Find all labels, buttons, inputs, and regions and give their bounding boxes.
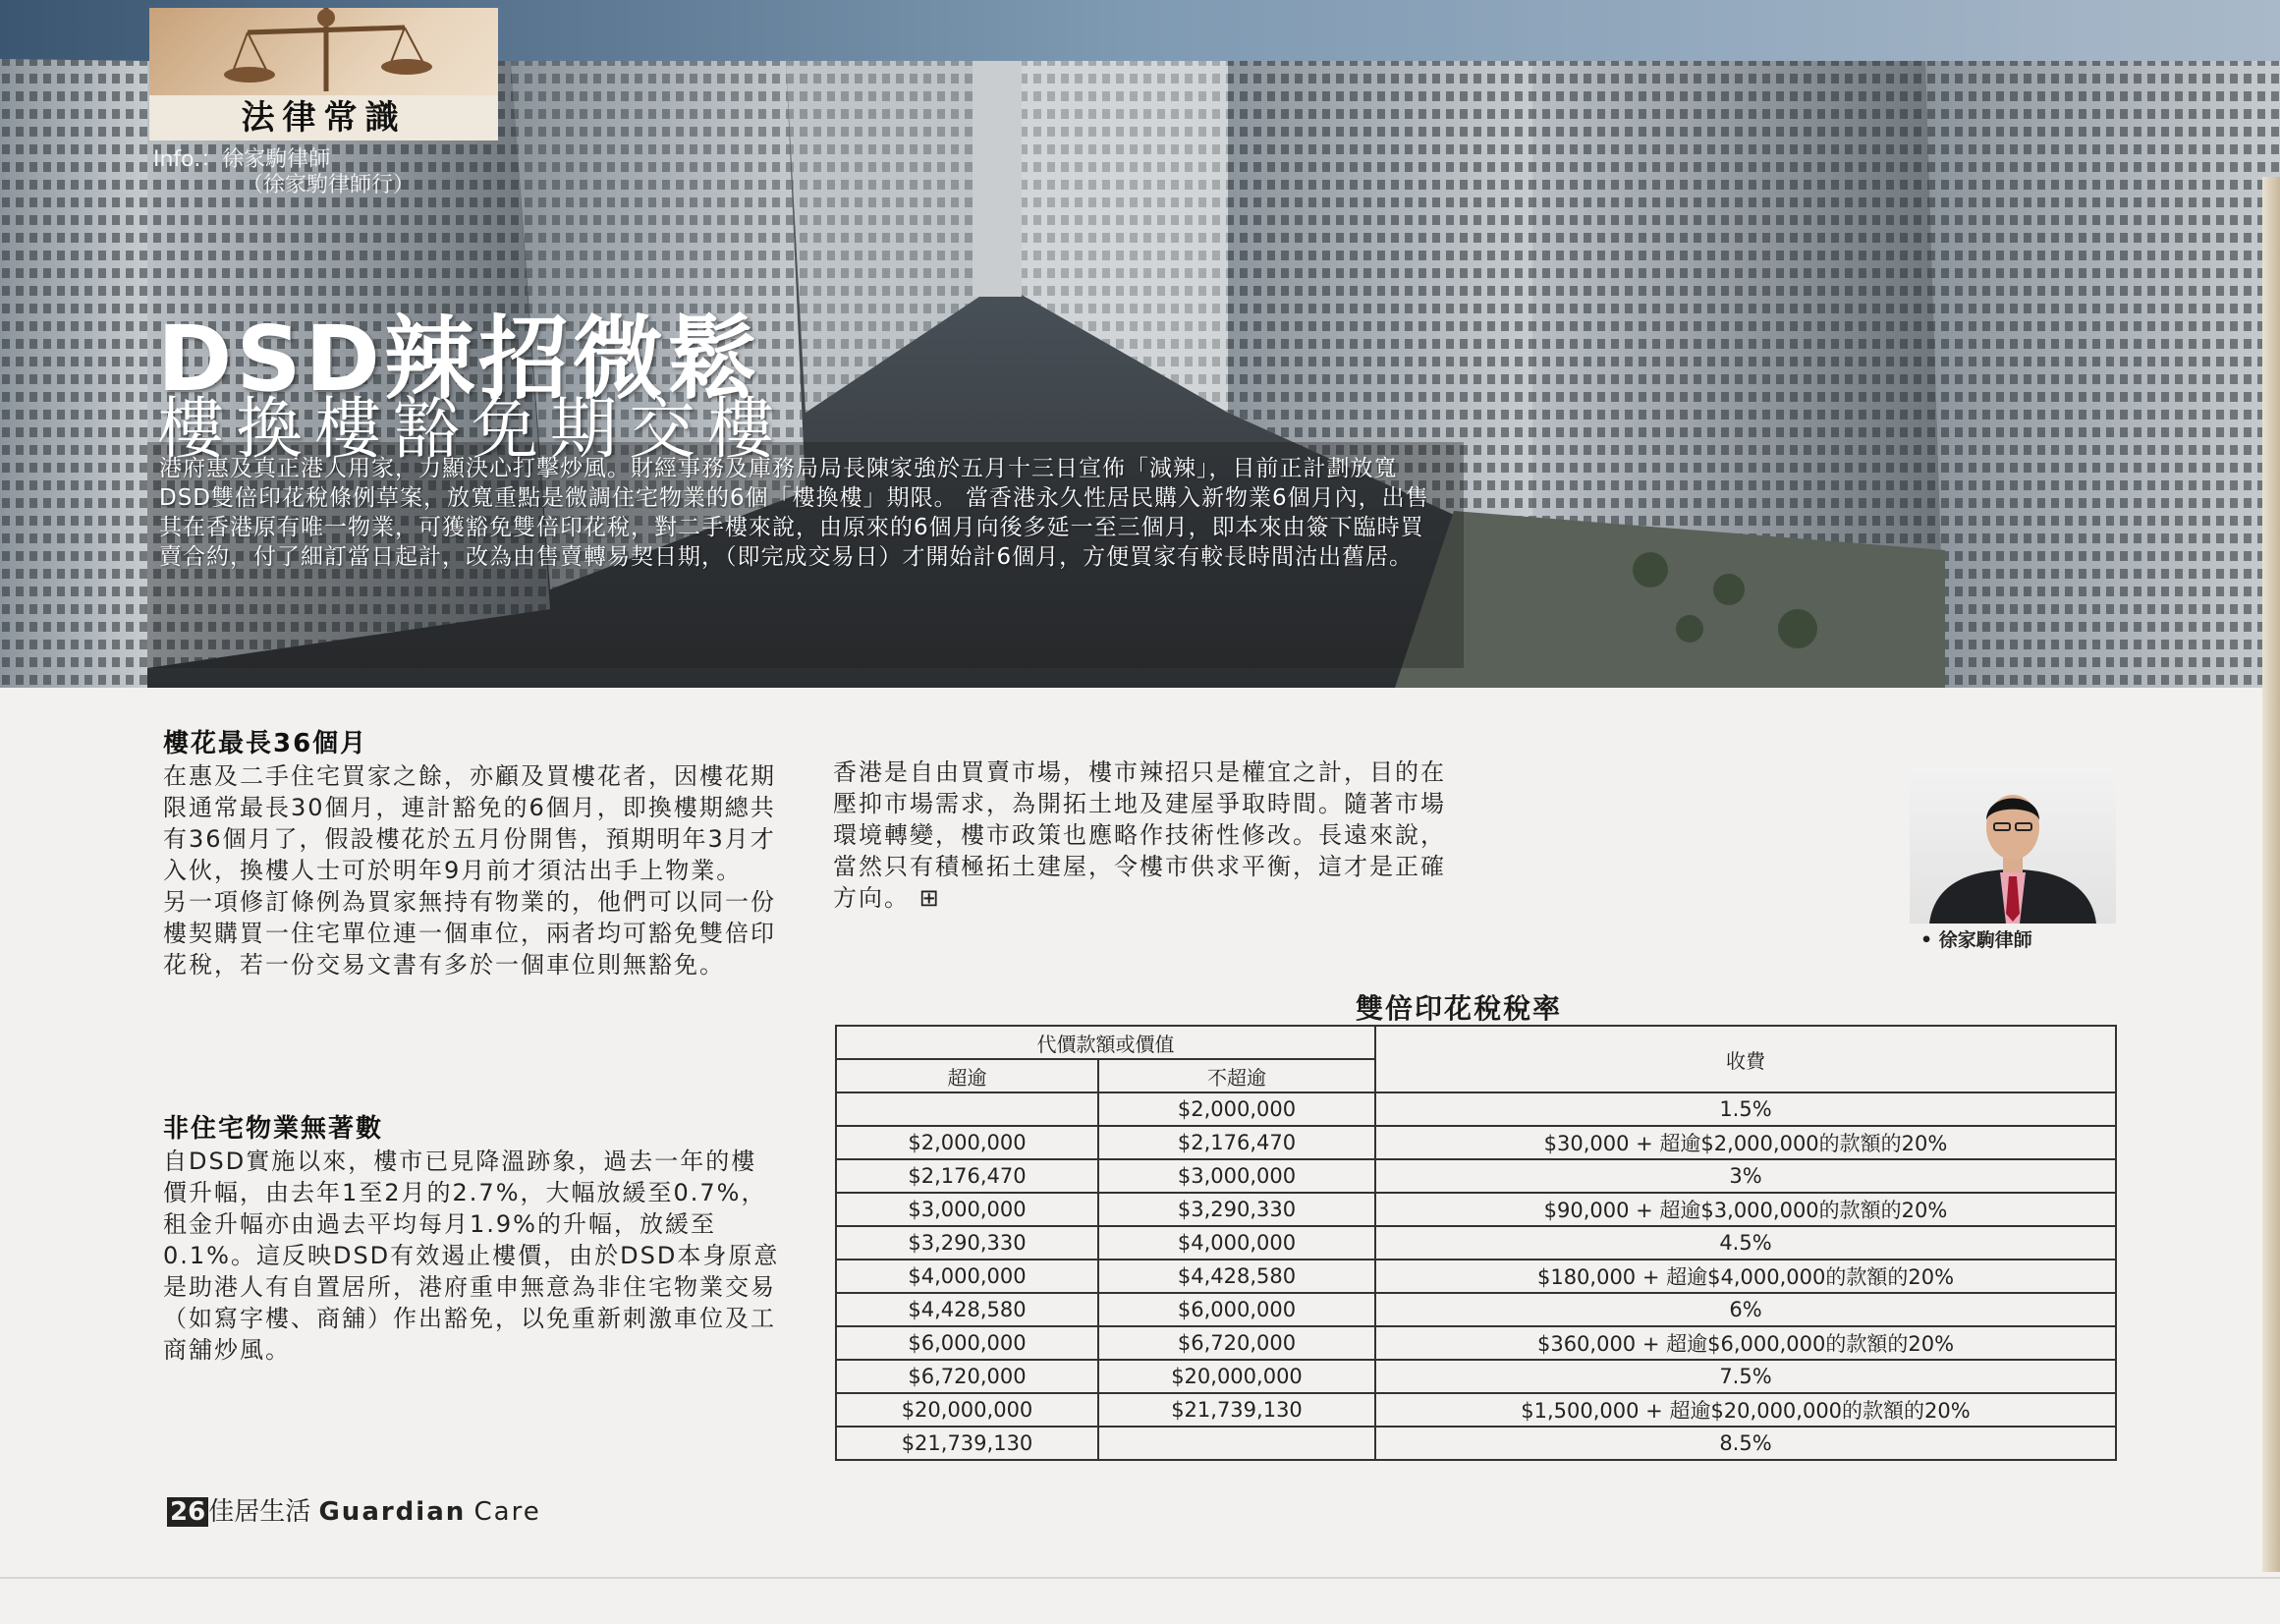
table-cell-over: $20,000,000 (836, 1393, 1098, 1427)
table-header-fee: 收費 (1375, 1026, 2116, 1092)
section-1-body (163, 760, 782, 980)
stamp-duty-table (835, 1025, 2117, 1461)
table-row (836, 1293, 2116, 1326)
table-row (836, 1427, 2116, 1460)
table-cell-fee: $90,000 + 超逾$3,000,000的款額的20% (1375, 1193, 2116, 1226)
info-line: Info.：徐家駒律師 (153, 147, 331, 172)
intro-paragraph: 港府惠及真正港人用家，力顯決心打擊炒風。財經事務及庫務局局長陳家強於五月十三日宣佈「減辣」，目前正計劃放寬DSD雙倍印花稅條例草案，放寬重點是微調住宅物業的6個「樓換樓」期限。 當香港永久性居民購入新物業6個月內，出售其在香港原有唯一物業，可獲豁免雙倍印花稅，對二手樓來說，由原來的6個月向後多延一至三個月，即本來由簽下臨時買賣合約，付了細訂當日起計，改為由售賣轉易契日期，（即完成交易日）才開始計6個月，方便買家有較長時間沽出舊居。 (159, 456, 1429, 570)
column-2-paragraph: 香港是自由買賣市場，樓市辣招只是權宜之計，目的在壓抑市場需求，為開拓土地及建屋爭取時間。隨著市場環境轉變，樓市政策也應略作技術性修改。長遠來說，當然只有積極拓土建屋，令樓市供求平衡，這才是正確方向。 ⊞ (833, 758, 1446, 912)
table-cell-over: $6,000,000 (836, 1326, 1098, 1360)
table-cell-over: $2,176,470 (836, 1159, 1098, 1193)
table-row (836, 1326, 2116, 1360)
table-cell-not-over: $6,000,000 (1098, 1293, 1375, 1326)
table-cell-not-over: $2,000,000 (1098, 1092, 1375, 1126)
section-heading-1: 樓花最長36個月 (163, 729, 368, 758)
table-cell-fee: 7.5% (1375, 1360, 2116, 1393)
table-cell-not-over: $21,739,130 (1098, 1393, 1375, 1427)
table-body (836, 1092, 2116, 1460)
section-heading-2: 非住宅物業無著數 (163, 1114, 384, 1144)
table-cell-not-over: $2,176,470 (1098, 1126, 1375, 1159)
section-label: 法律常識 (149, 95, 498, 140)
table-cell-not-over: $4,428,580 (1098, 1260, 1375, 1293)
section-1-paragraph-2: 另一項修訂條例為買家無持有物業的，他們可以同一份樓契購買一住宅單位連一個車位，兩者均可豁免雙倍印花稅，若一份交易文書有多於一個車位則無豁免。 (163, 888, 776, 979)
table-cell-over: $4,428,580 (836, 1293, 1098, 1326)
table-cell-not-over: $3,290,330 (1098, 1193, 1375, 1226)
table-row (836, 1226, 2116, 1260)
photo-caption: • 徐家駒律師 (1920, 929, 2032, 951)
table-row (836, 1159, 2116, 1193)
table-title: 雙倍印花稅稅率 (1356, 992, 1563, 1025)
magazine-name-en-bold: Guardian (318, 1497, 467, 1527)
author-photo (1910, 766, 2116, 924)
table-cell-fee: $1,500,000 + 超逾$20,000,000的款額的20% (1375, 1393, 2116, 1427)
table-cell-not-over: $4,000,000 (1098, 1226, 1375, 1260)
scales-of-justice-icon (218, 8, 434, 101)
magazine-name-en: Care (473, 1497, 541, 1527)
table-cell-over: $21,739,130 (836, 1427, 1098, 1460)
table-cell-fee: 1.5% (1375, 1092, 2116, 1126)
section-2-paragraph-1: 自DSD實施以來，樓市已見降溫跡象，過去一年的樓價升幅，由去年1至2月的2.7%，大幅放緩至0.7%，租金升幅亦由過去平均每月1.9%的升幅，放緩至0.1%。這反映DSD有效遏止樓價，由於DSD本身原意是助港人有自置居所，港府重申無意為非住宅物業交易（如寫字樓、商舖）作出豁免，以免重新刺激車位及工商舖炒風。 (163, 1148, 780, 1364)
section-2-body (163, 1146, 782, 1366)
table-cell-fee: 3% (1375, 1159, 2116, 1193)
table-cell-over: $4,000,000 (836, 1260, 1098, 1293)
table-cell-over: $3,000,000 (836, 1193, 1098, 1226)
table-cell-over: $3,290,330 (836, 1226, 1098, 1260)
page-number: 26 (167, 1497, 208, 1527)
table-cell-fee: 6% (1375, 1293, 2116, 1326)
page-spine-edge (2262, 177, 2280, 1572)
table-cell-not-over: $6,720,000 (1098, 1326, 1375, 1360)
table-row (836, 1393, 2116, 1427)
table-cell-fee: $360,000 + 超逾$6,000,000的款額的20% (1375, 1326, 2116, 1360)
table-cell-over: $6,720,000 (836, 1360, 1098, 1393)
table-row (836, 1092, 2116, 1126)
section-logo (149, 8, 498, 140)
table-header-not-over: 不超逾 (1098, 1059, 1375, 1092)
author-info (153, 147, 415, 198)
table-cell-over: $2,000,000 (836, 1126, 1098, 1159)
table-row (836, 1360, 2116, 1393)
table-row (836, 1260, 2116, 1293)
table-cell-fee: 8.5% (1375, 1427, 2116, 1460)
section-1-paragraph-1: 在惠及二手住宅買家之餘，亦顧及買樓花者，因樓花期限通常最長30個月，連計豁免的6個月，即換樓期總共有36個月了，假設樓花於五月份開售，預期明年3月才入伙，換樓人士可於明年9月前才須沽出手上物業。 (163, 762, 776, 884)
table-row (836, 1126, 2116, 1159)
table-header-over: 超逾 (836, 1059, 1098, 1092)
table-group-header: 代價款額或價值 (836, 1026, 1375, 1059)
sub-title: 樓換樓豁免期交樓 (157, 391, 787, 469)
table-cell-fee: 4.5% (1375, 1226, 2116, 1260)
table-cell-fee: $180,000 + 超逾$4,000,000的款額的20% (1375, 1260, 2116, 1293)
table-cell-not-over: $20,000,000 (1098, 1360, 1375, 1393)
table-row (836, 1193, 2116, 1226)
table-cell-over (836, 1092, 1098, 1126)
bottom-divider (0, 1577, 2280, 1579)
table-cell-fee: $30,000 + 超逾$2,000,000的款額的20% (1375, 1126, 2116, 1159)
table-cell-not-over (1098, 1427, 1375, 1460)
magazine-name-cn: 佳居生活 (208, 1497, 311, 1527)
page-footer (167, 1491, 541, 1528)
table-cell-not-over: $3,000,000 (1098, 1159, 1375, 1193)
main-title: DSD辣招微鬆 (157, 307, 761, 412)
info-org: （徐家駒律師行） (242, 173, 416, 197)
person-portrait-icon (1910, 766, 2116, 924)
